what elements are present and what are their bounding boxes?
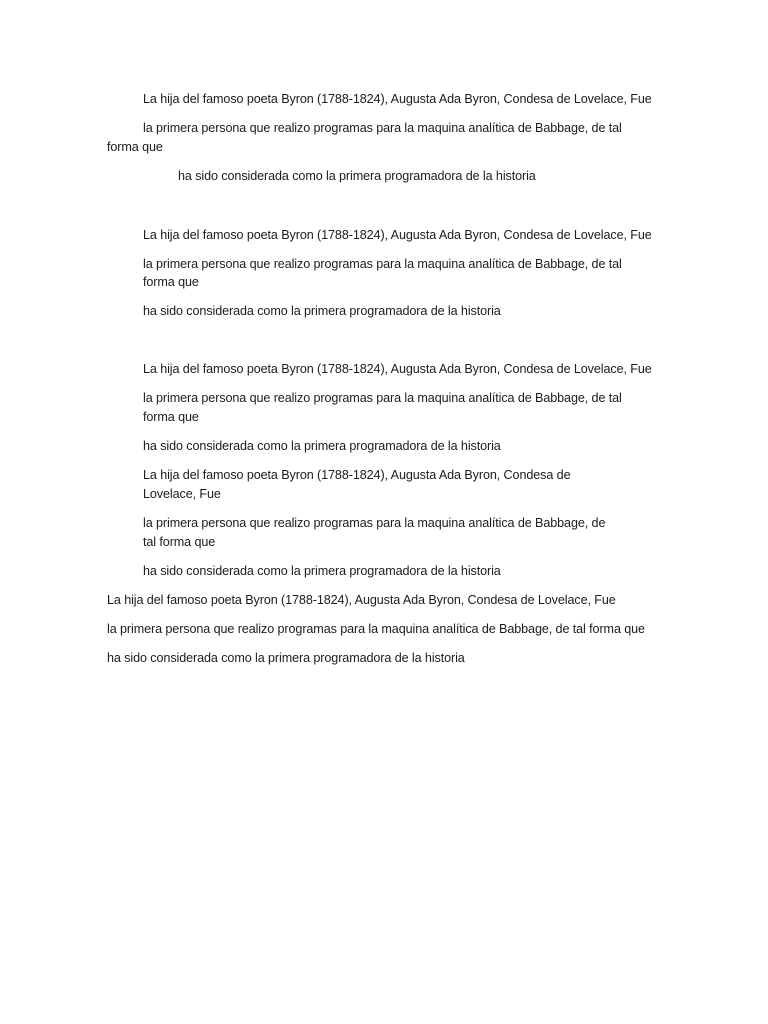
paragraph-text: ha sido considerada como la primera programadora de la historia [178,169,536,183]
paragraph-text: forma que [143,410,199,424]
paragraph-text: la primera persona que realizo programas para la maquina analítica de Babbage, de tal [143,391,622,405]
paragraph-text: La hija del famoso poeta Byron (1788-1824), Augusta Ada Byron, Condesa de Lovelace, Fue [143,92,652,106]
paragraph-text: tal forma que [143,535,216,549]
paragraph-text: La hija del famoso poeta Byron (1788-1824), Augusta Ada Byron, Condesa de Lovelace, Fue [143,362,652,376]
paragraph-text: forma que [107,140,163,154]
paragraph-text: La hija del famoso poeta Byron (1788-1824), Augusta Ada Byron, Condesa de Lovelace, Fue [107,593,616,607]
paragraph-text: La hija del famoso poeta Byron (1788-1824), Augusta Ada Byron, Condesa de Lovelace, Fue [143,228,652,242]
paragraph-text: forma que [143,275,199,289]
paragraph-text: ha sido considerada como la primera programadora de la historia [143,304,501,318]
paragraph-text: ha sido considerada como la primera programadora de la historia [143,564,501,578]
paragraph-text: la primera persona que realizo programas para la maquina analítica de Babbage, de [143,516,606,530]
paragraph-text: ha sido considerada como la primera programadora de la historia [143,439,501,453]
paragraph-text: la primera persona que realizo programas para la maquina analítica de Babbage, de tal [143,257,622,271]
paragraph-text: La hija del famoso poeta Byron (1788-1824), Augusta Ada Byron, Condesa de [143,468,571,482]
paragraph-text: la primera persona que realizo programas para la maquina analítica de Babbage, de tal [143,121,622,135]
paragraph-text: Lovelace, Fue [143,487,221,501]
paragraph-text: la primera persona que realizo programas para la maquina analítica de Babbage, de tal forma que [107,622,645,636]
paragraph-text: ha sido considerada como la primera programadora de la historia [107,651,465,665]
